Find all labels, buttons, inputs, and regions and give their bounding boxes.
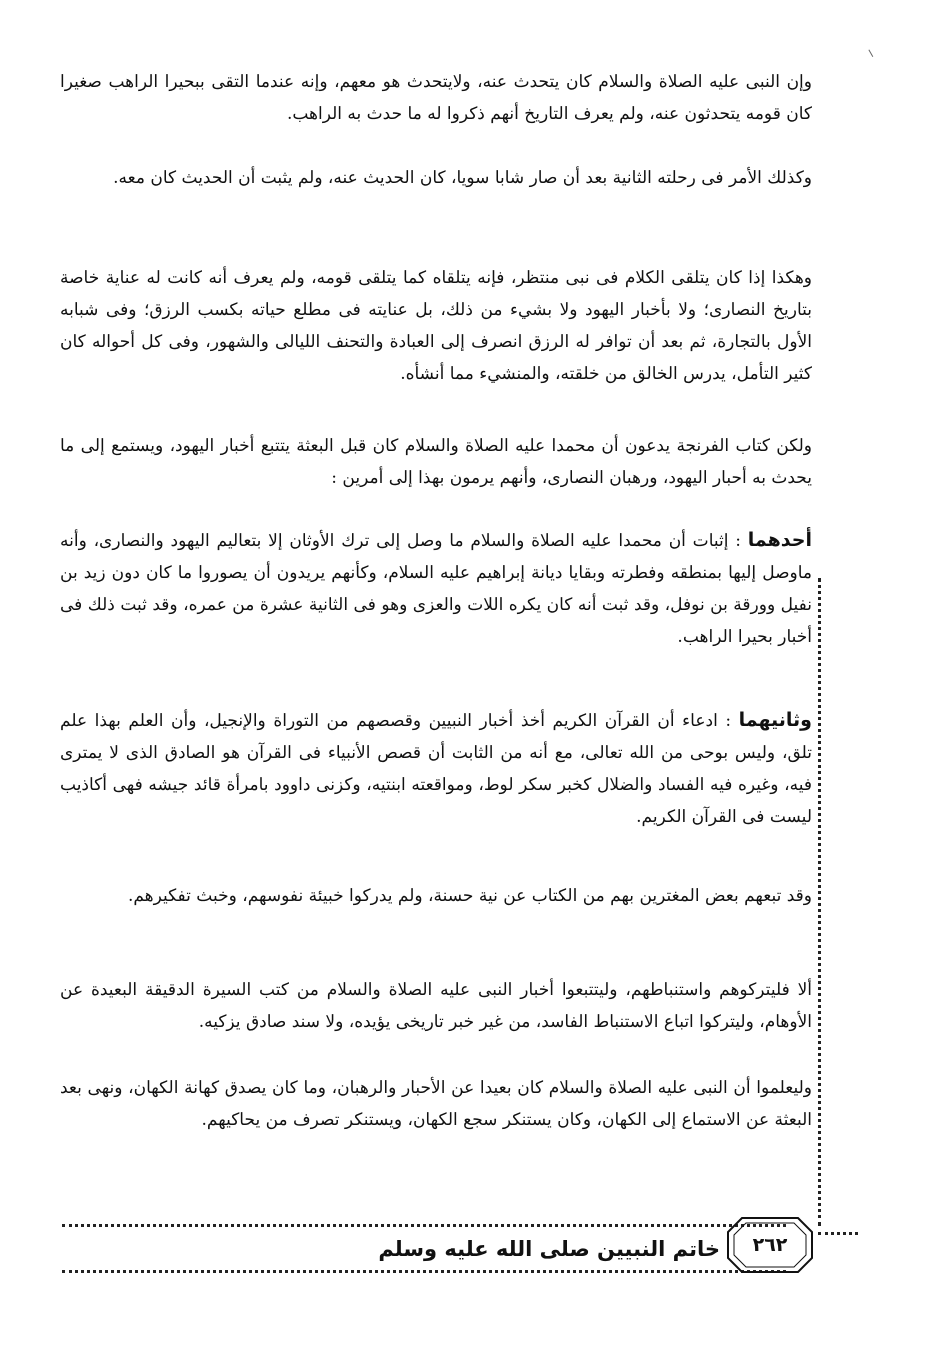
paragraph-text: ولكن كتاب الفرنجة يدعون أن محمدا عليه الصلاة والسلام كان قبل البعثة يتتبع أخبار اليهود، ويستمع إلى ما يحدث به أحبار اليهود، ورهبان النصارى، وأنهم يرمون بهذا إلى أمرين : xyxy=(60,436,812,488)
paragraph-lead-word: أحدهما xyxy=(747,529,812,551)
paragraph-3 xyxy=(60,262,812,390)
paragraph-text: ألا فليتركوهم واستنباطهم، وليتتبعوا أخبار النبى عليه الصلاة والسلام من كتب السيرة الدقيقة البعيدة عن الأوهام، وليتركوا اتباع الاستنباط الفاسد، من غير خبر تاريخى يؤيده، ولا سند صادق يزكيه. xyxy=(60,980,812,1032)
paragraph-8 xyxy=(60,974,812,1038)
page-number: ٢٦٢ xyxy=(752,1234,788,1256)
paragraph-text: : إثبات أن محمدا عليه الصلاة والسلام ما وصل إلى ترك الأوثان إلا بتعاليم اليهود والنصارى، وأنه ماوصل إليها بمنطقه وفطرته وبقايا ديانة إبراهيم عليه السلام، وكأنهم يريدون أن يصوروا ما كان دون زيد بن نفيل وورقة بن نوفل، وقد ثبت أنه كان يكره اللات والعزى وهو فى الثانية عشرة من عمره، وقد ثبت ذلك فى أخبار بحيرا الراهب. xyxy=(60,531,812,647)
footer-rule-top xyxy=(62,1224,786,1227)
paragraph-7 xyxy=(60,880,812,912)
paragraph-4 xyxy=(60,430,812,494)
running-footer-book-title: خاتم النبيين صلى الله عليه وسلم xyxy=(378,1237,720,1261)
paragraph-6 xyxy=(60,704,812,833)
paragraph-text: وكذلك الأمر فى رحلته الثانية بعد أن صار شابا سويا، كان الحديث عنه، ولم يثبت أن الحديث كان معه. xyxy=(113,168,812,188)
paragraph-5 xyxy=(60,524,812,653)
paragraph-text: وليعلموا أن النبى عليه الصلاة والسلام كان بعيدا عن الأحبار والرهبان، وما كان يصدق كهانة الكهان، ونهى بعد البعثة عن الاستماع إلى الكهان، وكان يستنكر سجع الكهان، ويستنكر تصرف من يحاكيهم. xyxy=(60,1078,812,1130)
footer-rule-bottom xyxy=(62,1270,786,1273)
margin-tick-mark xyxy=(868,47,877,57)
footer-rule-right xyxy=(818,1232,858,1235)
paragraph-9 xyxy=(60,1072,812,1136)
page-number-badge xyxy=(724,1214,816,1276)
paragraph-text: وهكذا إذا كان يتلقى الكلام فى نبى منتظر، فإنه يتلقاه كما يتلقى قومه، ولم يعرف أنه كانت له عناية خاصة بتاريخ النصارى؛ ولا بأخبار اليهود ولا بشيء من ذلك، بل عنايته فى مطلع حياته بكسب الرزق؛ وفى شبابه الأول بالتجارة، ثم بعد أن توافر له الرزق انصرف إلى العبادة والتحنف الليالى والشهور، وفى كل أحواله كان كثير التأمل، يدرس الخالق من خلقته، والمنشيء مما أنشأه. xyxy=(60,268,812,384)
paragraph-text: وقد تبعهم بعض المغترين بهم من الكتاب عن نية حسنة، ولم يدركوا خبيئة نفوسهم، وخبث تفكيرهم. xyxy=(127,886,812,906)
paragraph-2 xyxy=(60,162,812,194)
paragraph-lead-word: وثانيهما xyxy=(738,709,812,731)
paragraph-1 xyxy=(60,66,812,130)
decorative-side-border xyxy=(818,578,821,1226)
paragraph-text: : ادعاء أن القرآن الكريم أخذ أخبار النبيين وقصصهم من التوراة والإنجيل، وأن العلم بهذا علم تلق، وليس بوحى من الله تعالى، مع أنه من الثابت أن قصص الأنبياء فى القرآن هو الصادق الذى لا يمترى فيه، وغيره فيه الفساد والضلال كخبر سكر لوط، ومواقعته ابنتيه، وكزنى داوود بامرأة قائد جيشه فهى أكاذيب ليست فى القرآن الكريم. xyxy=(60,711,812,827)
paragraph-text: وإن النبى عليه الصلاة والسلام كان يتحدث عنه، ولايتحدث هو معهم، وإنه عندما التقى ببحيرا الراهب صغيرا كان قومه يتحدثون عنه، ولم يعرف التاريخ أنهم ذكروا له ما حدث به الراهب. xyxy=(60,72,812,124)
